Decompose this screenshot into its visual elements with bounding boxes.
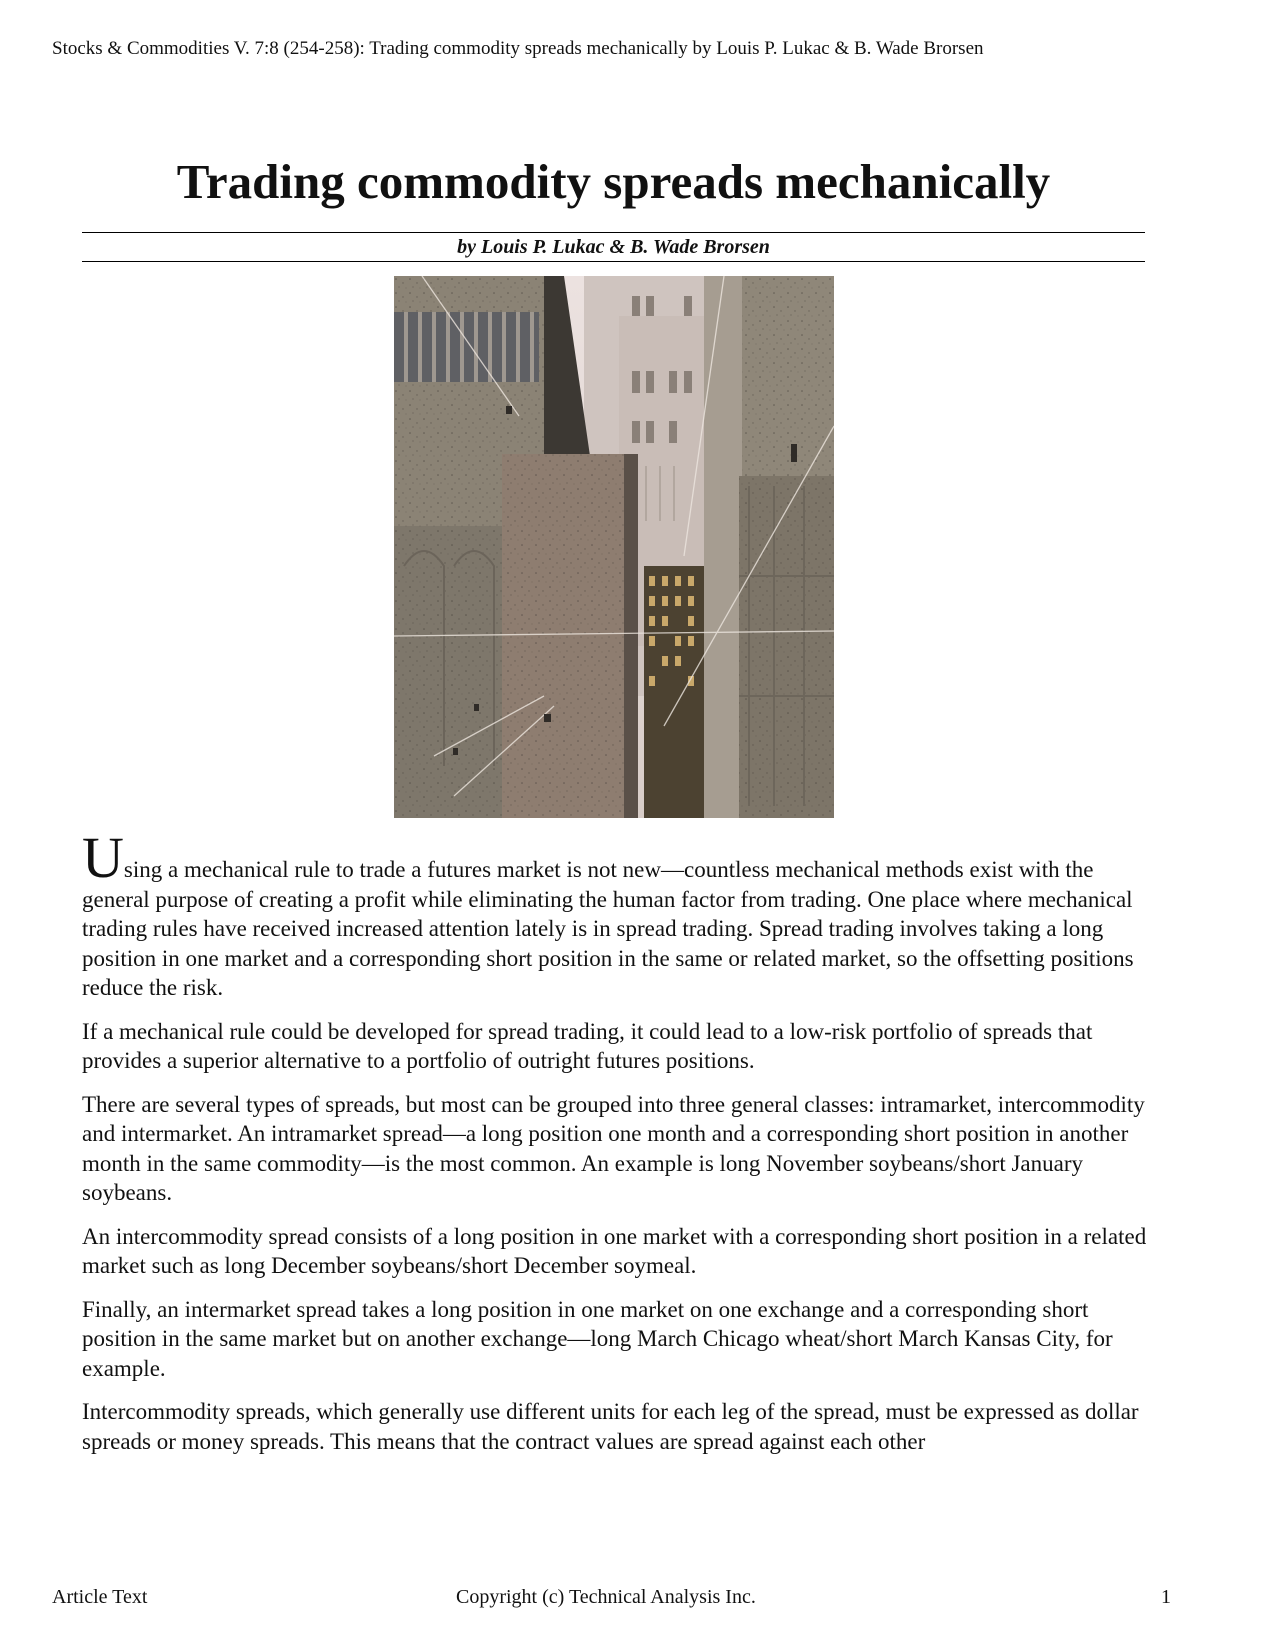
page-number: 1 bbox=[1161, 1586, 1171, 1608]
article-body bbox=[82, 825, 1148, 1470]
illustration-svg bbox=[394, 276, 834, 818]
footer-copyright: Copyright (c) Technical Analysis Inc. bbox=[456, 1586, 756, 1608]
paragraph: If a mechanical rule could be developed for spread trading, it could lead to a low-risk portfolio of spreads that provides a superior alternative to a portfolio of outright futures positions. bbox=[82, 1018, 1093, 1073]
dropcap: U bbox=[82, 825, 124, 890]
paragraph: There are several types of spreads, but most can be grouped into three general classes: intramarket, intercommodity and intermarket. An intramarket spread—a long position one month and a corresponding short position in another month in the same commodity—is the most common. An example is long November soybeans/short January soybeans. bbox=[82, 1091, 1145, 1205]
byline-top-rule bbox=[82, 232, 1145, 233]
byline: by Louis P. Lukac & B. Wade Brorsen bbox=[457, 236, 770, 258]
article-title: Trading commodity spreads mechanically bbox=[176, 154, 1051, 209]
illustration-city-buildings bbox=[394, 276, 834, 818]
running-head: Stocks & Commodities V. 7:8 (254-258): Trading commodity spreads mechanically by Louis P. Lukac & B. Wade Brorsen bbox=[52, 38, 984, 59]
footer-left: Article Text bbox=[52, 1586, 148, 1608]
first-paragraph-text: sing a mechanical rule to trade a futures market is not new—countless mechanical methods exist with the general purpose of creating a profit while eliminating the human factor from trading. One place where mechanical trading rules have received increased attention lately is in spread trading. Spread trading involves taking a long position in one market and a corresponding short position in the same or related market, so the offsetting positions reduce the risk. bbox=[82, 857, 1134, 1000]
paragraph bbox=[82, 825, 1148, 1003]
paragraph: An intercommodity spread consists of a long position in one market with a corresponding short position in a related market such as long December soybeans/short December soymeal. bbox=[82, 1223, 1147, 1278]
paragraph: Finally, an intermarket spread takes a long position in one market on one exchange and a corresponding short position in the same market but on another exchange—long March Chicago wheat/short March Kansas City, for example. bbox=[82, 1296, 1113, 1381]
paragraph: Intercommodity spreads, which generally use different units for each leg of the spread, must be expressed as dollar spreads or money spreads. This means that the contract values are spread against each other bbox=[82, 1399, 1139, 1454]
byline-bottom-rule bbox=[82, 261, 1145, 262]
